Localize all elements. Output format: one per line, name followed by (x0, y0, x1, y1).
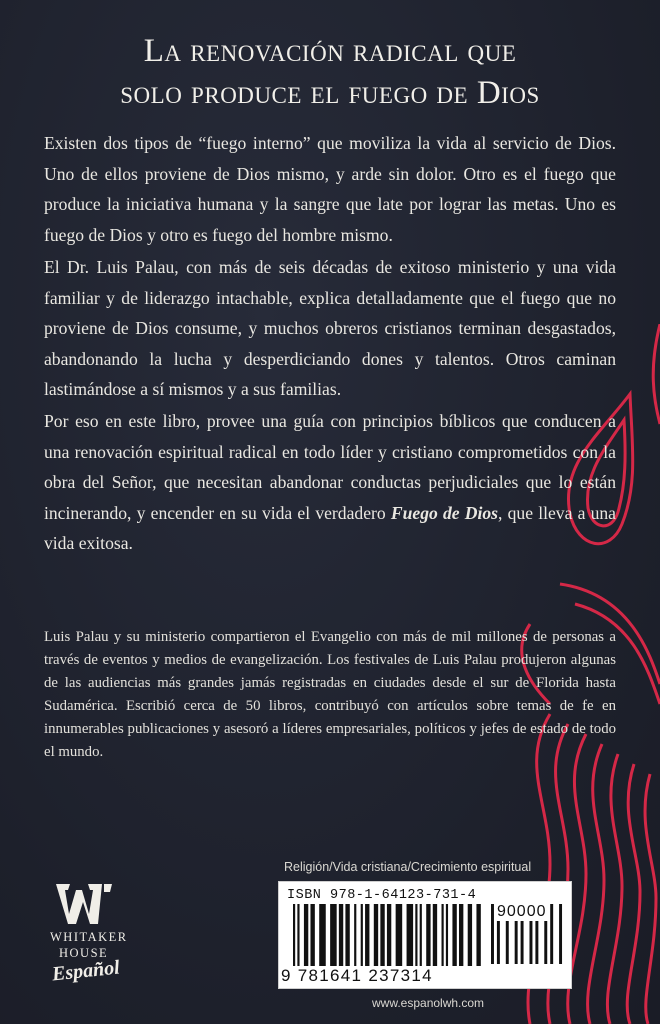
barcode-bar (459, 904, 463, 966)
barcode-bar (387, 904, 391, 966)
barcode-bar (354, 904, 356, 966)
barcode-bar (407, 904, 414, 966)
barcode-bar (426, 904, 430, 966)
barcode-bar (420, 904, 422, 966)
headline-line-2: solo produce el fuego de Dios (120, 75, 540, 111)
paragraph-3-text: Por eso en este libro, provee una guía con principios bíblicos que conducen a una renovación espiritual radical en todo líder y cristiano comprometidos con la obra del Señor, que necesitan abandonar conductas perjudiciales que lo están incinerando, y encender en su vida el verdadero (44, 411, 616, 523)
barcode-bar (293, 904, 295, 966)
barcode-bar (396, 904, 403, 966)
barcode-bar (310, 904, 314, 966)
price-addon-code: 90000 (497, 903, 547, 920)
publisher-name-line-3: Español (50, 956, 121, 986)
paragraph-3-ending: , que lleva a una vida exitosa. (44, 502, 616, 553)
barcode-bar (365, 904, 369, 966)
description-paragraph-3 (44, 406, 616, 559)
ean-barcode-bars (293, 904, 483, 966)
publisher-name-line-1: WHITAKER (50, 930, 128, 944)
publisher-website: www.espanolwh.com (372, 996, 485, 1010)
barcode-bar (491, 904, 494, 964)
barcode-bar (304, 904, 308, 966)
whitaker-w-logo-icon (52, 880, 114, 928)
description-paragraph-1: Existen dos tipos de “fuego interno” que moviliza la vida al servicio de Dios. Uno de ellos proviene de Dios mismo, y arde sin dolor. Otro es el fuego que produce la iniciativa humana y la sangre que late por lograr las metas. Uno es fuego de Dios y otro es fuego del hombre mismo. (44, 133, 616, 245)
publisher-logo (38, 880, 148, 1000)
publisher-name-line-2: HOUSE (59, 946, 109, 960)
barcode-bar (452, 904, 456, 966)
barcode-bar (433, 904, 437, 966)
barcode-bar (361, 904, 363, 966)
cover-headline (0, 30, 660, 114)
headline-line-1: La renovación radical que (143, 33, 517, 69)
barcode-bar (550, 904, 553, 964)
barcode-bar (330, 904, 337, 966)
barcode-bar (319, 904, 326, 966)
category-label: Religión/Vida cristiana/Crecimiento espiritual (284, 860, 532, 874)
isbn-barcode (278, 881, 572, 989)
barcode-bar (468, 904, 472, 966)
ean-digits: 9 781641 237314 (281, 966, 433, 985)
barcode-bar (345, 904, 349, 966)
description-paragraph-2: El Dr. Luis Palau, con más de seis décadas de exitoso ministerio y una vida familiar y de liderazgo intachable, explica detalladamente que el fuego que no proviene de Dios consume, y muchos obreros cristianos terminan desgastados, abandonando la lucha y desperdiciando dones y talentos. Otros caminan lastimándose a sí mismos y a sus familias. (44, 257, 616, 399)
barcode-bar (442, 904, 444, 966)
barcode-bar (446, 904, 448, 966)
barcode-bar (297, 904, 299, 966)
author-bio: Luis Palau y su ministerio compartieron el Evangelio con más de mil millones de personas a través de eventos y medios de evangelización. Los festivales de Luis Palau produjeron algunas de las audiencias más grandes jamás registradas en ciudades desde el sur de Florida hasta Sudamérica. Escribió cerca de 50 libros, contribuyó con artículos sobre temas de fe en innumerables publicaciones y asesoró a líderes empresariales, políticos y jefes de estado de todo el mundo. (44, 629, 616, 760)
barcode-bar (476, 904, 480, 966)
fuego-de-dios-emphasis: Fuego de Dios (390, 502, 499, 523)
barcode-bar (415, 904, 417, 966)
barcode-bar (374, 904, 378, 966)
barcode-bar (380, 904, 384, 966)
isbn-label: ISBN 978-1-64123-731-4 (287, 888, 477, 903)
barcode-bar (339, 904, 343, 966)
barcode-bar (559, 904, 562, 964)
